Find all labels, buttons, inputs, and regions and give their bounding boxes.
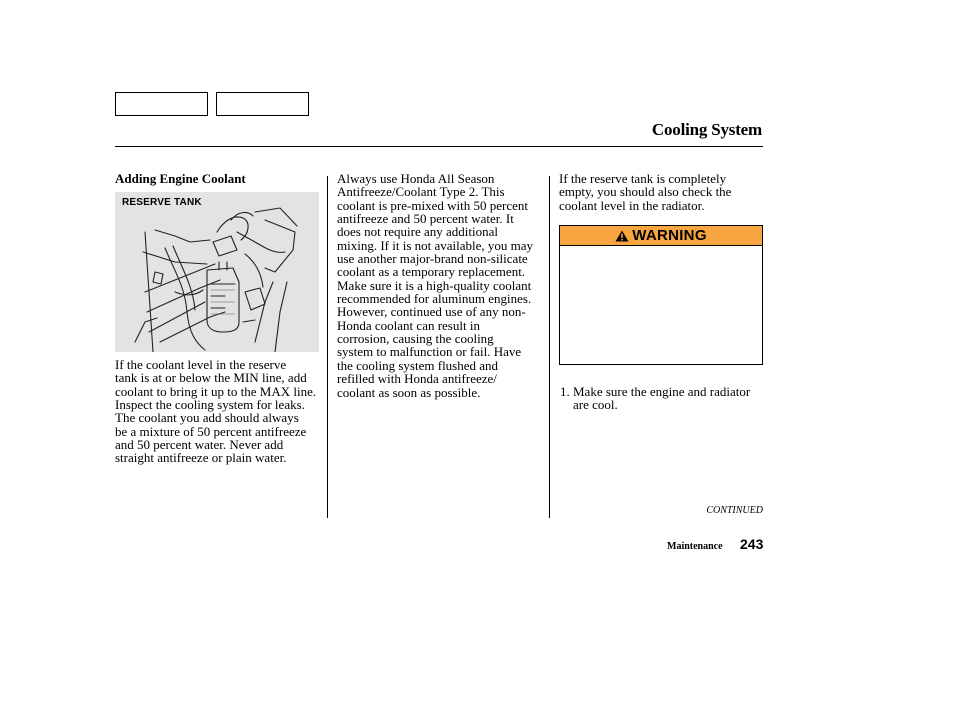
column3-paragraph: If the reserve tank is completely empty, you should also check the coolant level in the radiator. — [559, 171, 732, 213]
title-divider — [115, 146, 763, 147]
nav-button-1[interactable] — [115, 92, 208, 116]
column-divider-2 — [549, 176, 550, 518]
column1-paragraph: If the coolant level in the reserve tank is at or below the MIN line, add coolant to bring it up to the MAX line. Inspect the cooling system for leaks. The coolant you add should always be a mixture of 50 percent antifreeze and 50 percent water. Never add straight antifreeze or plain water. — [115, 357, 317, 466]
engine-line-drawing — [115, 192, 319, 352]
warning-header — [560, 226, 762, 246]
page-number: 243 — [740, 536, 764, 552]
warning-label: WARNING — [632, 227, 707, 244]
step-1: 1. Make sure the engine and radiator are cool. — [560, 384, 751, 413]
section-heading: Adding Engine Coolant — [115, 171, 246, 186]
figure-label: RESERVE TANK — [122, 197, 202, 208]
column2-paragraph: Always use Honda All Season Antifreeze/Coolant Type 2. This coolant is pre-mixed with 50 percent antifreeze and 50 percent water. It does not require any additional mixing. If it is not available, you may use another major-brand non-silicate coolant as a temporary replacement. Make sure it is a high-quality coolant recommended for aluminum engines. However, continued use of any non- Honda coolant can result in corrosion, causing the cooling system to malfunction or fail. Have the cooling system flushed and refilled with Honda antifreeze/ coolant as soon as possible. — [337, 171, 534, 400]
warning-box — [559, 225, 763, 365]
page-title: Cooling System — [651, 120, 762, 139]
reserve-tank-illustration — [115, 192, 319, 352]
footer-section-name: Maintenance — [667, 541, 723, 552]
column-divider-1 — [327, 176, 328, 518]
warning-triangle-icon — [615, 230, 629, 242]
continued-note: CONTINUED — [706, 505, 763, 516]
nav-button-2[interactable] — [216, 92, 309, 116]
